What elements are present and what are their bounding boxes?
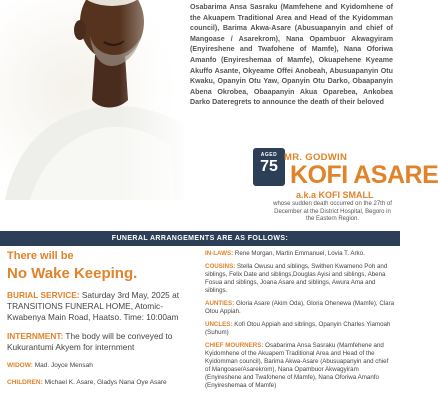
burial-label: BURIAL SERVICE:	[7, 290, 80, 300]
interment-label: INTERNMENT:	[7, 331, 64, 341]
death-note: whose sudden death occurred on the 27th of December at the District Hospital, Begoro in the Eastern Region.	[273, 201, 392, 222]
relation-row-uncles	[205, 321, 395, 337]
deceased-portrait	[0, 0, 185, 200]
wake-line-1: There will be	[7, 250, 74, 262]
relation-row-aunties	[205, 300, 395, 316]
wake-line-2: No Wake Keeping.	[7, 265, 138, 282]
relation-row-in-laws	[205, 250, 395, 258]
relation-row-chief-mourners	[205, 342, 395, 390]
children-label: CHILDREN:	[7, 379, 43, 386]
alias: a.k.a KOFI SMALL	[296, 190, 374, 200]
age-label: AGED	[260, 152, 278, 158]
relation-label: AUNTIES:	[205, 300, 235, 307]
relation-label: COUSINS:	[205, 263, 236, 270]
widow-label: WIDOW:	[7, 362, 33, 369]
portrait-fade	[120, 0, 190, 200]
relation-text: Osabarima Ansa Sasraku (Mamfehene and Kyidomhene of the Akuapem Traditional Area and Head of the Kyidomman council), Barima Akwa-Asare (Abusuapanyin and chief of Mangoase/Asarekrom), Nana Opambuor Akwagyiram (Enyireshene and Twafohene of Mamfe), Nana Oforiwa Amanfo (Enyireshemaa of Mamfe)	[205, 342, 389, 389]
interment	[7, 331, 197, 353]
relation-text: Stella Owusu and siblings, Swithen Kwameno Poh and siblings, Felix Date and siblings,Douglas Ayisi and siblings, Abena Fosua and siblings, Joana Asare and siblings, Awura Ama and siblings.	[205, 263, 388, 294]
arrangements-left-column	[7, 250, 197, 395]
interment-text: The body will be conveyed to Kukurantumi Akyem for internment	[7, 331, 173, 352]
name-prefix: MR. GODWIN	[284, 152, 348, 163]
relation-label: UNCLES:	[205, 321, 233, 328]
children	[7, 378, 197, 387]
arrangements-title: FUNERAL ARRANGEMENTS ARE AS FOLLOWS:	[111, 235, 289, 242]
burial-service	[7, 290, 197, 323]
burial-text: Saturday 3rd May, 2025 at TRANSITIONS FUNERAL HOME, Atomic-Kwabenya Main Road, Haatso. Time: 10:00am	[7, 290, 180, 322]
relation-label: IN-LAWS:	[205, 250, 234, 257]
relation-label: CHIEF MOURNERS:	[205, 342, 264, 349]
relation-text: Kofi Otou Appiah and siblings, Opanyin Charles Yiamoah (Suhum)	[205, 321, 391, 336]
widow	[7, 361, 197, 370]
deceased-name: KOFI ASARE	[290, 161, 438, 189]
children-text: Michael K. Asare, Gladys Nana Oye Asare	[44, 379, 167, 386]
age-badge	[253, 148, 285, 186]
arrangements-right-column	[205, 250, 395, 395]
relation-text: Rene Morgan, Martin Emmanuel, Lovia T. Arko.	[234, 250, 365, 257]
family-intro: Osabarima Ansa Sasraku (Mamfehene and Kyidomhene of the Akuapem Traditional Area and Head of the Kyidomman council), Barima Akwa-Asare (Abusuapanyin and chief of Mangoase / Asarekrom), Nana Opambuor Akwagyiram (Enyireshene and Twafohene of Mamfe), Nana Oforiwa Amanfo (Enyireshemaa of Mamfe), Okuapehene Kyeame Akuffo Asante, Okyeame Offei Anobeah, Abusuapanyin Otu Kwaku, Opanyin Otu Yaw, Opanyin Otu Darko, Obaapanyin Abena Okrobea, Obaapanyin Akua Oparebea, Ankobea Darko Dateregrets to announce the death of their beloved	[190, 3, 393, 107]
relation-text: Gloria Asare (Akim Oda), Gloria Ohenewa (Mamfe), Clara Otou Appiah.	[205, 300, 395, 315]
widow-text: Mad. Joyce Mensah	[34, 362, 93, 369]
arrangements-bar	[0, 231, 400, 246]
relation-row-cousins	[205, 263, 395, 295]
age-value: 75	[260, 158, 278, 175]
